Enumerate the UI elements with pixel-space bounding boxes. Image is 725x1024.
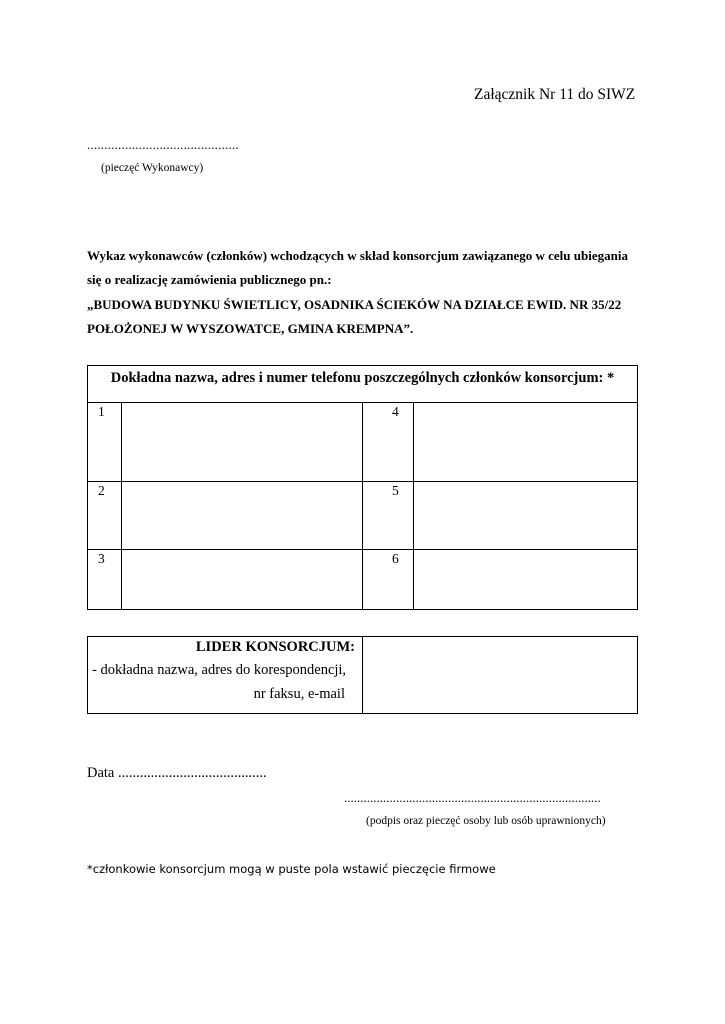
- signature-line: ...............................................................................: [344, 790, 601, 805]
- leader-table: [87, 636, 638, 714]
- stamp-line: ............................................: [87, 137, 239, 152]
- member-entry-6[interactable]: [414, 550, 637, 609]
- members-table: [87, 365, 638, 610]
- member-entry-3[interactable]: [122, 550, 362, 609]
- member-number-4: 4: [392, 404, 399, 419]
- member-entry-1[interactable]: [122, 403, 362, 481]
- annex-title: Załącznik Nr 11 do SIWZ: [474, 86, 636, 103]
- member-number-3: 3: [98, 551, 105, 566]
- member-entry-4[interactable]: [414, 403, 637, 481]
- stamp-label: (pieczęć Wykonawcy): [101, 162, 204, 174]
- leader-description-line-1: - dokładna nazwa, adres do korespondencji,: [92, 662, 347, 678]
- member-entry-2[interactable]: [122, 482, 362, 549]
- footnote: *członkowie konsorcjum mogą w puste pola wstawić pieczęcie firmowe: [87, 862, 496, 876]
- project-title-line-1: „BUDOWA BUDYNKU ŚWIETLICY, OSADNIKA ŚCIEKÓW NA DZIAŁCE EWID. NR 35/22: [87, 297, 622, 312]
- leader-title: LIDER KONSORCJUM:: [195, 639, 355, 655]
- table-rule: [362, 402, 363, 609]
- leader-entry[interactable]: [363, 637, 637, 713]
- project-title-line-2: POŁOŻONEJ W WYSZOWATCE, GMINA KREMPNA”.: [87, 321, 414, 336]
- member-number-6: 6: [392, 551, 399, 566]
- members-table-header: Dokładna nazwa, adres i numer telefonu poszczególnych członków konsorcjum: *: [110, 370, 615, 386]
- date-field: Data .........................................: [87, 765, 267, 781]
- intro-text-line-1: Wykaz wykonawców (członków) wchodzących w skład konsorcjum zawiązanego w celu ubiegania: [87, 248, 628, 263]
- intro-text-line-2: się o realizację zamówienia publicznego pn.:: [87, 272, 332, 287]
- signature-label: (podpis oraz pieczęć osoby lub osób uprawnionych): [366, 815, 606, 827]
- member-number-1: 1: [98, 404, 105, 419]
- member-number-5: 5: [392, 483, 399, 498]
- member-entry-5[interactable]: [414, 482, 637, 549]
- member-number-2: 2: [98, 483, 105, 498]
- leader-description-line-2: nr faksu, e-mail: [253, 686, 345, 702]
